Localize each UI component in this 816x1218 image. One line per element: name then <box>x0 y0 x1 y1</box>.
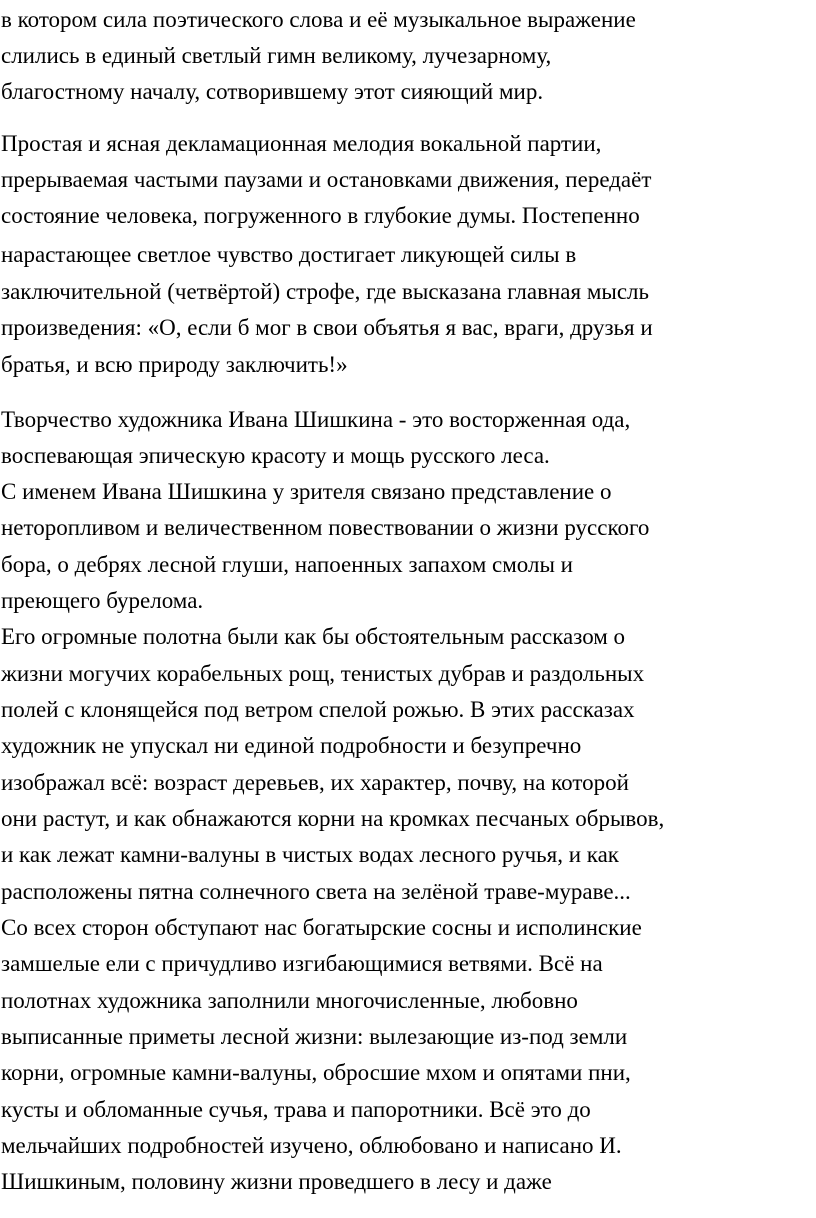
text-line: прерываемая частыми паузами и остановками движения, передаёт <box>1 167 652 192</box>
text-line: Шишкиным, половину жизни проведшего в лесу и даже <box>1 1169 552 1194</box>
text-line: выписанные приметы лесной жизни: вылезающие из-под земли <box>1 1024 628 1049</box>
text-line: благостному началу, сотворившему этот сияющий мир. <box>1 79 544 104</box>
text-line: Его огромные полотна были как бы обстоятельным рассказом о <box>1 624 626 649</box>
text-line: Со всех сторон обступают нас богатырские сосны и исполинские <box>1 915 642 940</box>
text-line: воспевающая эпическую красоту и мощь русского леса. <box>1 443 550 468</box>
text-line: состояние человека, погруженного в глубокие думы. Постепенно <box>1 203 640 228</box>
text-line: братья, и всю природу заключить!» <box>1 352 348 377</box>
text-line: слились в единый светлый гимн великому, лучезарному, <box>1 43 552 68</box>
text-line: и как лежат камни-валуны в чистых водах лесного ручья, и как <box>1 842 619 867</box>
text-line: изображал всё: возраст деревьев, их характер, почву, на которой <box>1 770 629 795</box>
text-line: бора, о дебрях лесной глуши, напоенных запахом смолы и <box>1 552 573 577</box>
text-line: неторопливом и величественном повествовании о жизни русского <box>1 515 650 540</box>
text-line: художник не упускал ни единой подробности и безупречно <box>1 733 582 758</box>
text-line: произведения: «О, если б мог в свои объятья я вас, враги, друзья и <box>1 315 653 340</box>
text-line: полей с клонящейся под ветром спелой рожью. В этих рассказах <box>1 697 635 722</box>
text-line: жизни могучих корабельных рощ, тенистых дубрав и раздольных <box>1 661 645 686</box>
text-line: Простая и ясная декламационная мелодия вокальной партии, <box>1 131 602 156</box>
text-line: замшелые ели с причудливо изгибающимися ветвями. Всё на <box>1 951 603 976</box>
text-line: Творчество художника Ивана Шишкина - это восторженная ода, <box>1 407 631 432</box>
text-line: корни, огромные камни-валуны, обросшие мхом и опятами пни, <box>1 1060 631 1085</box>
text-line: нарастающее светлое чувство достигает ликующей силы в <box>1 242 577 267</box>
text-line: кусты и обломанные сучья, трава и папоротники. Всё это до <box>1 1097 591 1122</box>
text-line: преющего бурелома. <box>1 588 204 613</box>
text-line: С именем Ивана Шишкина у зрителя связано представление о <box>1 479 612 504</box>
text-line: расположены пятна солнечного света на зелёной траве-мураве... <box>1 879 631 904</box>
text-line: в котором сила поэтического слова и её музыкальное выражение <box>1 7 636 32</box>
text-line: мельчайших подробностей изучено, облюбовано и написано И. <box>1 1133 622 1158</box>
text-line: заключительной (четвёртой) строфе, где высказана главная мысль <box>1 279 649 304</box>
text-line: полотнах художника заполнили многочисленные, любовно <box>1 988 578 1013</box>
text-line: они растут, и как обнажаются корни на кромках песчаных обрывов, <box>1 806 665 831</box>
